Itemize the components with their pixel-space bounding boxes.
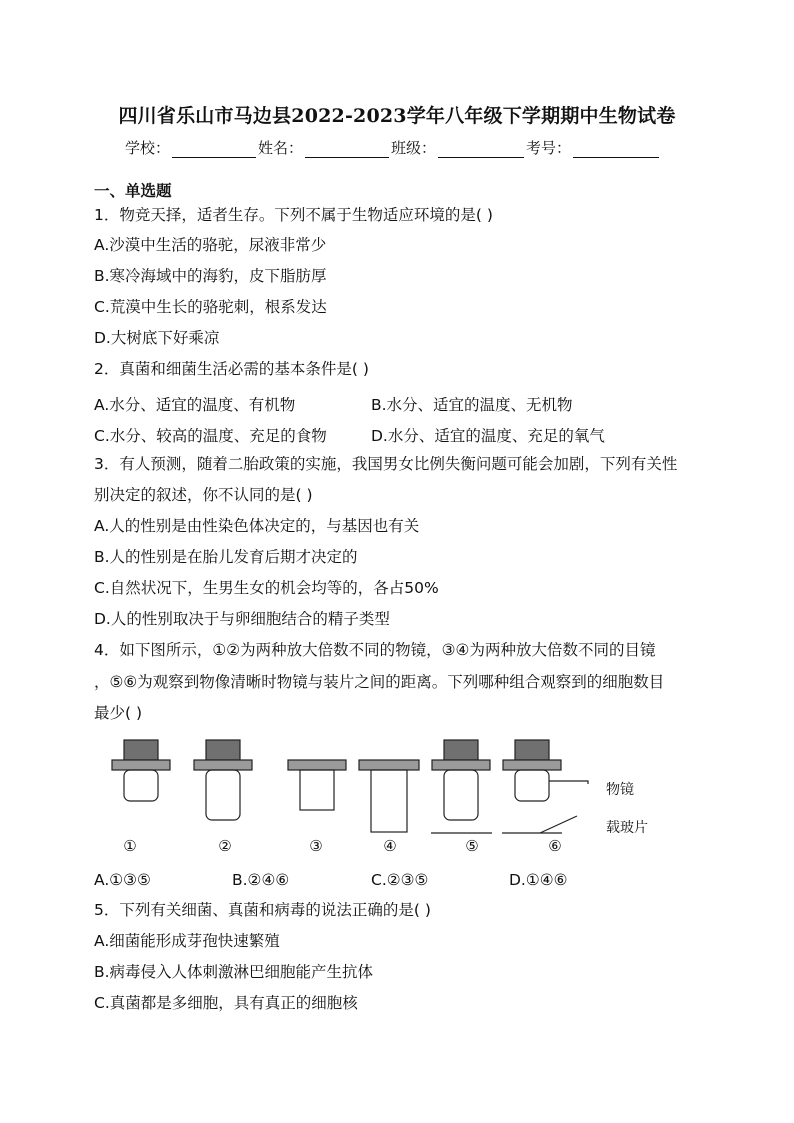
q5-option-b: B.病毒侵入人体刺激淋巴细胞能产生抗体 [94, 963, 374, 981]
objective-2-collar [194, 760, 252, 770]
figure-label-2: ② [218, 837, 232, 855]
objective-5-barrel [444, 740, 478, 760]
objective-5-lens [444, 770, 478, 820]
q2-option-d: D.水分、适宜的温度、充足的氧气 [371, 427, 605, 445]
q5-stem: 5．下列有关细菌、真菌和病毒的说法正确的是( ) [94, 901, 431, 919]
figure-label-5: ⑤ [465, 837, 479, 855]
objective-5-collar [432, 760, 490, 770]
objective-6-collar [503, 760, 561, 770]
q4-option-b: B.②④⑥ [232, 871, 290, 889]
eyepiece-4-rim [359, 760, 419, 770]
q2-option-a: A.水分、适宜的温度、有机物 [94, 396, 296, 414]
objective-pointer [549, 781, 588, 784]
q3-option-a: A.人的性别是由性染色体决定的，与基因也有关 [94, 517, 420, 535]
q3-option-b: B.人的性别是在胎儿发育后期才决定的 [94, 548, 358, 566]
q3-option-c: C.自然状况下，生男生女的机会均等的，各占50% [94, 579, 439, 597]
objective-6-lens [515, 770, 549, 801]
figure-label-4: ④ [383, 837, 397, 855]
q3-stem-line2: 别决定的叙述，你不认同的是( ) [94, 486, 313, 504]
q2-option-c: C.水分、较高的温度、充足的食物 [94, 427, 327, 445]
school-label: 学校： [125, 139, 171, 157]
section-heading: 一、单选题 [94, 182, 172, 200]
q4-stem-line3: 最少( ) [94, 704, 143, 722]
eyepiece-3-tube [300, 770, 334, 810]
q5-option-a: A.细菌能形成芽孢快速繁殖 [94, 932, 280, 950]
page-title: 四川省乐山市马边县2022-2023学年八年级下学期期中生物试卷 [118, 105, 676, 127]
q1-option-d: D.大树底下好乘凉 [94, 329, 220, 347]
q5-option-c: C.真菌都是多细胞，具有真正的细胞核 [94, 994, 358, 1012]
q4-option-d: D.①④⑥ [509, 871, 568, 889]
q1-stem: 1．物竞天择，适者生存。下列不属于生物适应环境的是( ) [94, 206, 493, 224]
q1-option-a: A.沙漠中生活的骆驼，尿液非常少 [94, 236, 327, 254]
objective-6-barrel [515, 740, 549, 760]
eyepiece-3-rim [288, 760, 346, 770]
q4-stem-line2: ，⑤⑥为观察到物像清晰时物镜与装片之间的距离。下列哪种组合观察到的细胞数目 [94, 673, 665, 691]
q1-option-c: C.荒漠中生长的骆驼刺，根系发达 [94, 298, 327, 316]
objective-1-collar [112, 760, 170, 770]
objective-2-lens [206, 770, 240, 820]
figure-label-3: ③ [309, 837, 323, 855]
q3-option-d: D.人的性别取决于与卵细胞结合的精子类型 [94, 610, 390, 628]
q2-stem: 2．真菌和细菌生活必需的基本条件是( ) [94, 360, 369, 378]
q4-option-a: A.①③⑤ [94, 871, 151, 889]
figure-label-6: ⑥ [548, 837, 562, 855]
q4-option-c: C.②③⑤ [371, 871, 429, 889]
objective-1-barrel [124, 740, 158, 760]
name-label: 姓名： [258, 139, 304, 157]
q4-stem-line1: 4．如下图所示，①②为两种放大倍数不同的物镜，③④为两种放大倍数不同的目镜 [94, 641, 656, 659]
objective-caption: 物镜 [606, 782, 634, 798]
q1-option-b: B.寒冷海域中的海豹，皮下脂肪厚 [94, 267, 327, 285]
number-label: 考号： [526, 139, 572, 157]
q2-option-b: B.水分、适宜的温度、无机物 [371, 396, 573, 414]
objective-1-lens [124, 770, 158, 801]
slide-caption: 载玻片 [606, 820, 648, 836]
slide-pointer [540, 816, 577, 833]
objective-2-barrel [206, 740, 240, 760]
figure-label-1: ① [123, 837, 137, 855]
eyepiece-4-tube [371, 770, 407, 832]
q3-stem-line1: 3．有人预测，随着二胎政策的实施，我国男女比例失衡问题可能会加剧，下列有关性 [94, 455, 678, 473]
class-label: 班级： [391, 139, 437, 157]
